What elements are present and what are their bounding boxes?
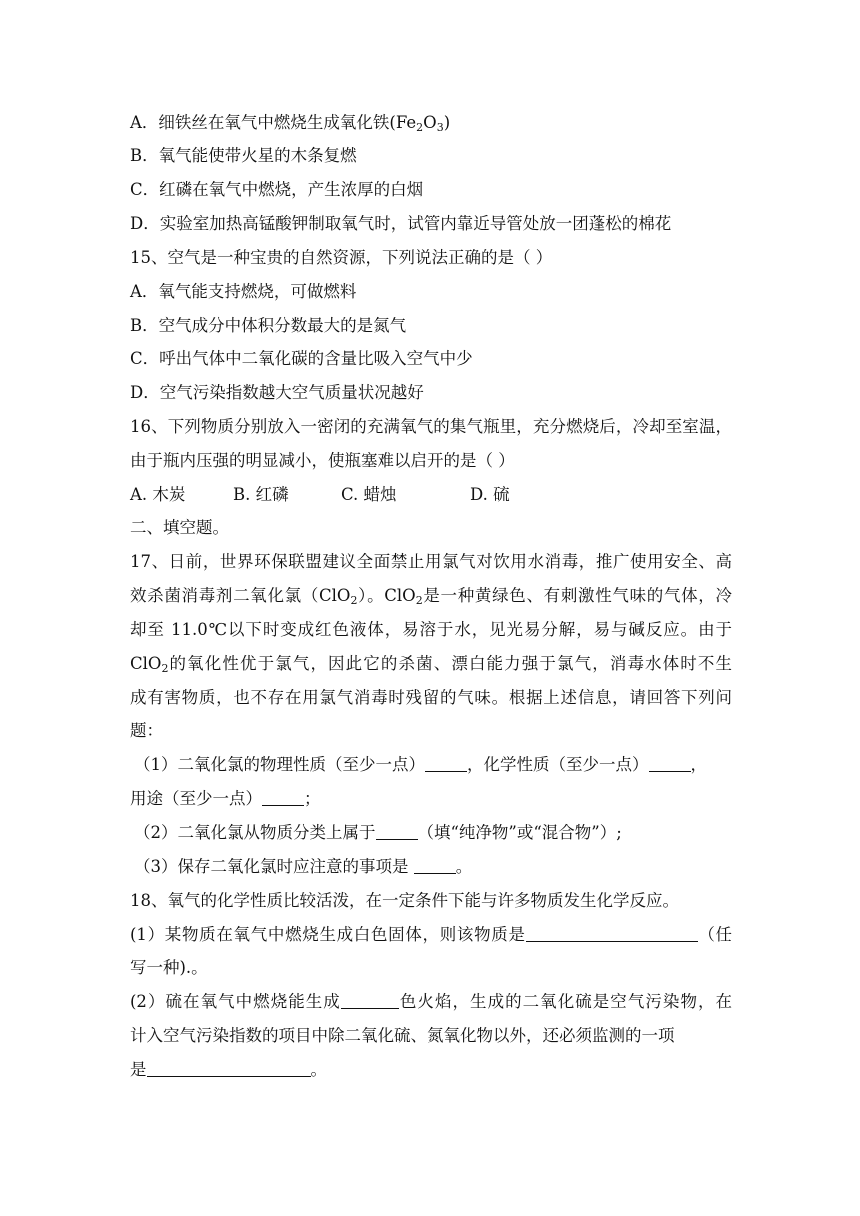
q17-part1-text: ； [304, 789, 321, 808]
section-heading: 二、填空题。 [130, 518, 229, 537]
subscript: 2 [161, 662, 169, 675]
q16-option-d: D. 硫 [470, 485, 510, 504]
q17-part2-text: （2）二氧化氯从物质分类上属于 [134, 823, 376, 842]
q16-stem-line2: 由于瓶内压强的明显减小，使瓶塞难以启开的是（ ） [130, 451, 515, 470]
q14-option-d: D．实验室加热高锰酸钾制取氧气时，试管内靠近导管处放一团蓬松的棉花 [130, 214, 672, 233]
q17-line3: 却至 11.0℃以下时变成红色液体，易溶于水，见光易分解，易与碱反应。由于 [130, 620, 732, 639]
q17-part1-text: 用途（至少一点） [130, 789, 262, 808]
q17-line4 [130, 654, 732, 674]
q17-text: ClO [130, 654, 162, 673]
q17-part1-text: ， [690, 755, 707, 774]
q18-part2-text: 色火焰，生成的二氧化硫是空气污染物，在 [398, 992, 733, 1011]
q18-part2-text: (2）硫在氧气中燃烧能生成 [130, 992, 341, 1011]
answer-blank[interactable] [341, 992, 399, 1009]
q15-option-d: D．空气污染指数越大空气质量状况越好 [130, 383, 424, 402]
answer-blank[interactable] [649, 755, 691, 772]
q18-part2-end [130, 1060, 327, 1080]
q18-part1-text: （任 [697, 925, 733, 944]
q17-text: ）。ClO [357, 586, 416, 605]
q15-option-a: A．氧气能支持燃烧，可做燃料 [130, 282, 357, 301]
q18-part2-text: 是 [130, 1060, 147, 1079]
q17-line5: 成有害物质，也不存在用氯气消毒时残留的气味。根据上述信息，请回答下列问 [130, 688, 732, 707]
q14-option-a-text: A．细铁丝在氧气中燃烧生成氧化铁(Fe [130, 113, 417, 132]
q14-option-a-text: ) [443, 113, 451, 132]
q18-part1-cont: 写一种).。 [130, 958, 208, 977]
q14-option-a [130, 113, 450, 133]
q17-line1: 17、日前，世界环保联盟建议全面禁止用氯气对饮用水消毒，推广使用安全、高 [130, 552, 732, 571]
answer-blank[interactable] [262, 789, 304, 806]
q17-part2-text: （填“纯净物”或“混合物”）; [417, 823, 622, 842]
subscript: 2 [415, 594, 423, 607]
q14-option-a-text: O [423, 113, 437, 132]
q16-option-b: B. 红磷 [233, 485, 289, 504]
q15-option-c: C．呼出气体中二氧化碳的含量比吸入空气中少 [130, 349, 473, 368]
q18-part2-cont: 计入空气污染指数的项目中除二氧化硫、氮氧化物以外，还必须监测的一项 [130, 1026, 675, 1045]
answer-blank[interactable] [376, 823, 418, 840]
q15-stem: 15、空气是一种宝贵的自然资源，下列说法正确的是（ ） [130, 248, 553, 267]
answer-blank[interactable] [526, 925, 698, 942]
q17-part3-text: （3）保存二氧化氯时应注意的事项是 [134, 857, 414, 876]
q18-part2 [130, 992, 732, 1012]
q17-part1-cont [130, 789, 321, 809]
q14-option-b: B．氧气能使带火星的木条复燃 [130, 146, 357, 165]
q18-part1 [130, 925, 732, 945]
subscript: 2 [416, 121, 424, 134]
q17-part3 [134, 857, 472, 877]
q16-stem-line1: 16、下列物质分别放入一密闭的充满氧气的集气瓶里，充分燃烧后，冷却至室温， [130, 417, 732, 436]
q18-stem: 18、氧气的化学性质比较活泼，在一定条件下能与许多物质发生化学反应。 [130, 891, 679, 910]
q17-part2 [134, 823, 622, 843]
q15-option-b: B．空气成分中体积分数最大的是氮气 [130, 316, 407, 335]
q17-part1 [134, 755, 707, 775]
q17-text: 效杀菌消毒剂二氧化氯（ClO [130, 586, 351, 605]
q17-part1-text: （1）二氧化氯的物理性质（至少一点） [134, 755, 425, 774]
q17-line2 [130, 586, 732, 606]
answer-blank[interactable] [147, 1060, 311, 1077]
subscript: 3 [436, 121, 444, 134]
q17-line6: 题： [130, 721, 163, 740]
q17-part3-text: 。 [455, 857, 473, 876]
q17-part1-text: ，化学性质（至少一点） [467, 755, 649, 774]
q17-text: 是一种黄绿色、有刺激性气味的气体，冷 [422, 586, 732, 605]
q18-part1-text: (1）某物质在氧气中燃烧生成白色固体，则该物质是 [130, 925, 526, 944]
q18-part2-text: 。 [310, 1060, 327, 1079]
q17-text: 的氧化性优于氯气，因此它的杀菌、漂白能力强于氯气，消毒水体时不生 [168, 654, 732, 673]
answer-blank[interactable] [414, 857, 456, 874]
answer-blank[interactable] [425, 755, 467, 772]
q16-option-a: A. 木炭 [130, 485, 186, 504]
q16-options [130, 485, 510, 505]
q14-option-c: C．红磷在氧气中燃烧，产生浓厚的白烟 [130, 180, 424, 199]
q16-option-c: C. 蜡烛 [341, 485, 397, 504]
subscript: 2 [350, 594, 358, 607]
